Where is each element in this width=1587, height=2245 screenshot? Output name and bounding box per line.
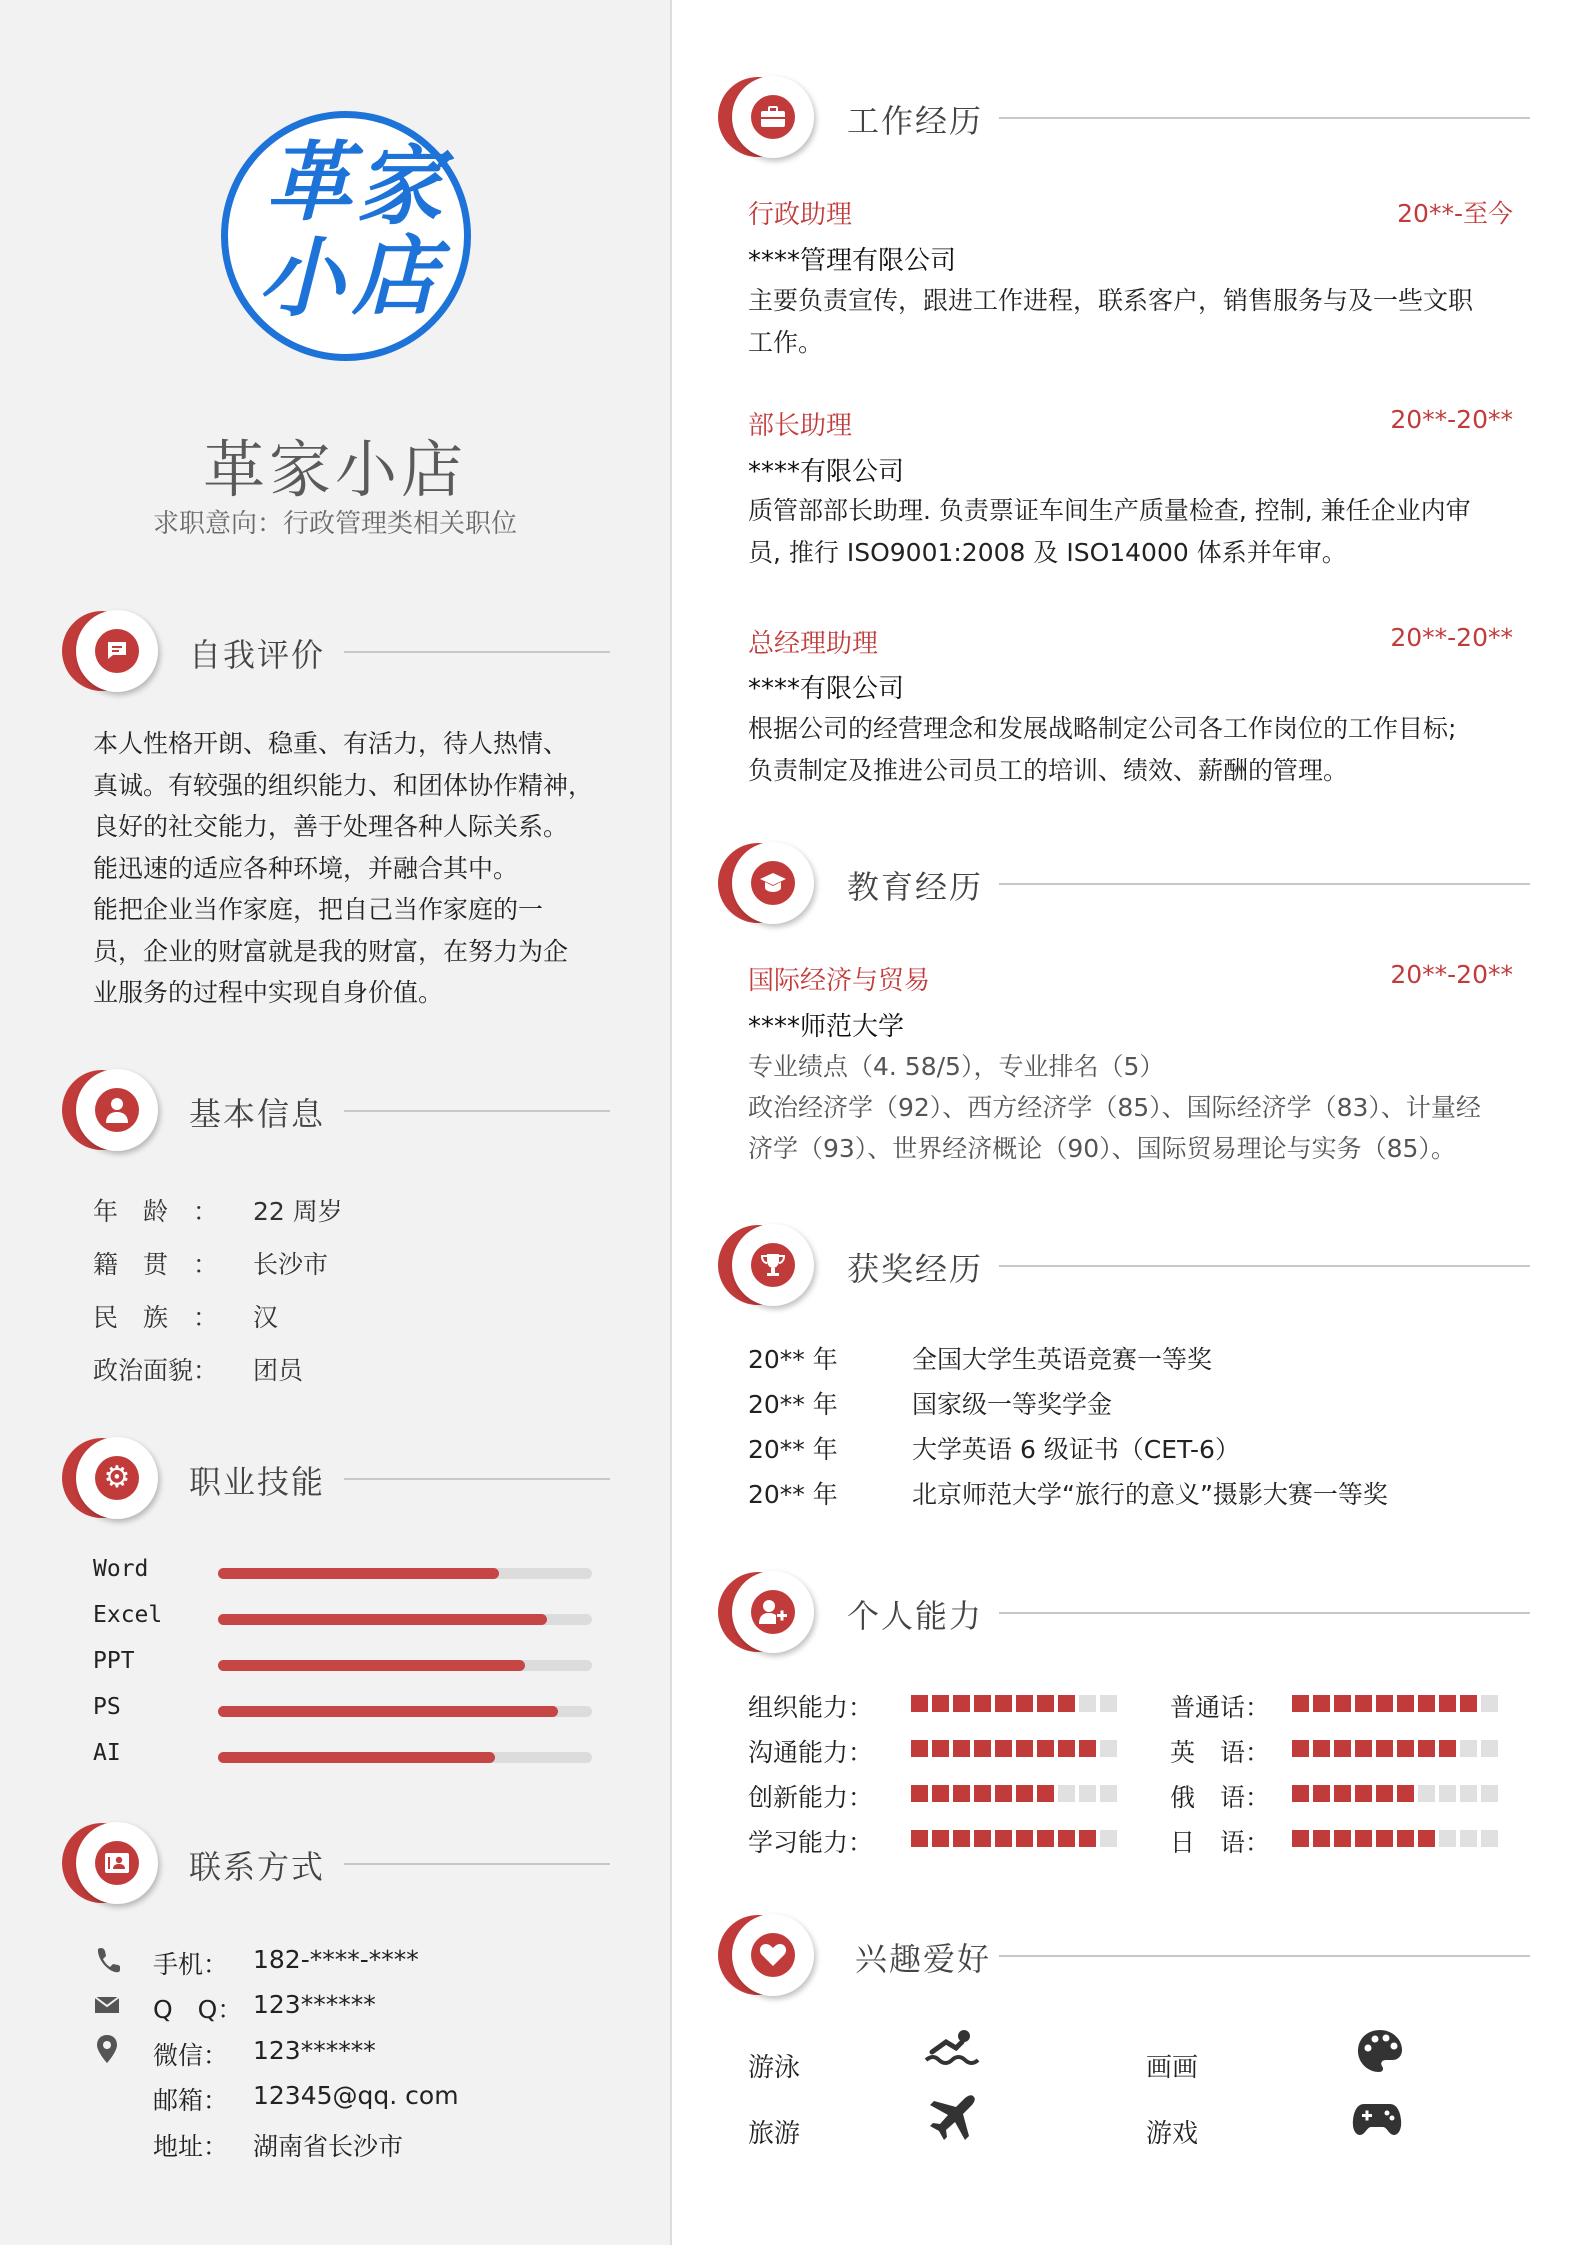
skill-bar (218, 1660, 592, 1671)
rating-square (1460, 1695, 1477, 1712)
hobby-name: 游泳 (748, 2053, 801, 2083)
job-description (748, 490, 1528, 574)
profile-name: 革家小店 (202, 433, 467, 506)
rating-square (1058, 1740, 1075, 1757)
rating-square (1481, 1740, 1498, 1757)
rating-square (1418, 1785, 1435, 1802)
shop-logo (221, 111, 471, 361)
rating-square (932, 1695, 949, 1712)
skill-bar (218, 1752, 592, 1763)
rating-square (911, 1830, 928, 1847)
rating-square (1376, 1740, 1393, 1757)
text-line: 根据公司的经营理念和发展战略制定公司各工作岗位的工作目标; (748, 714, 1457, 743)
section-self-evaluation (62, 606, 610, 696)
language-label: 俄 语： (1170, 1783, 1271, 1812)
language-rating (1292, 1830, 1502, 1847)
section-hobbies (718, 1910, 1530, 2000)
rating-square (1037, 1740, 1054, 1757)
rating-square (995, 1740, 1012, 1757)
graduation-cap-icon (751, 861, 795, 905)
rating-square (1376, 1695, 1393, 1712)
location-icon (93, 2034, 121, 2062)
language-rating (1292, 1695, 1502, 1712)
text-line: 能把企业当作家庭，把自己当作家庭的一 (93, 895, 544, 924)
contact-label: 地址： (153, 2132, 229, 2161)
language-rating (1292, 1740, 1502, 1757)
rating-square (1376, 1785, 1393, 1802)
section-title: 工作经历 (847, 102, 984, 140)
text-line: 政治经济学（92）、西方经济学（85）、国际经济学（83）、计量经 (748, 1093, 1481, 1122)
rating-square (1418, 1830, 1435, 1847)
education-date: 20**-20** (1390, 960, 1513, 989)
award-year: 20** 年 (748, 1345, 838, 1374)
rating-square (953, 1830, 970, 1847)
job-title: 行政助理 (748, 200, 853, 230)
rating-square (974, 1785, 991, 1802)
ability-rating (911, 1785, 1121, 1802)
award-name: 大学英语 6 级证书（CET-6） (912, 1435, 1240, 1464)
rating-square (1037, 1695, 1054, 1712)
ability-rating (911, 1740, 1121, 1757)
trophy-icon (751, 1243, 795, 1287)
job-description (748, 708, 1528, 792)
rating-square (1460, 1785, 1477, 1802)
info-label-ethnicity: 民 族 ： (93, 1303, 219, 1332)
skill-label: PS (93, 1694, 121, 1720)
rating-square (1355, 1785, 1372, 1802)
rating-square (1397, 1740, 1414, 1757)
school-name: ****师范大学 (748, 1012, 905, 1042)
award-name: 全国大学生英语竞赛一等奖 (912, 1345, 1213, 1374)
rating-square (1079, 1740, 1096, 1757)
text-line: 真诚。有较强的组织能力、和团体协作精神， (93, 770, 594, 800)
contact-phone: 182-****-**** (253, 1945, 419, 1974)
text-line: 员, 推行 ISO9001:2008 及 ISO14000 体系并年审。 (748, 538, 1347, 567)
logo-char: 革 (266, 132, 352, 233)
section-title: 自我评价 (189, 636, 326, 674)
ability-label: 组织能力： (748, 1693, 874, 1722)
rating-square (1397, 1695, 1414, 1712)
language-rating (1292, 1785, 1502, 1802)
rating-square (911, 1740, 928, 1757)
rating-square (1016, 1695, 1033, 1712)
rating-square (1418, 1695, 1435, 1712)
job-title: 总经理助理 (748, 629, 879, 659)
rating-square (932, 1830, 949, 1847)
person-icon (95, 1088, 139, 1132)
gear-icon: ⚙ (95, 1456, 139, 1500)
section-skills (62, 1433, 610, 1523)
contact-wechat: 123****** (253, 2036, 376, 2065)
ability-label: 沟通能力： (748, 1738, 874, 1767)
rating-square (1439, 1740, 1456, 1757)
logo-char: 家 (356, 136, 442, 237)
text-line: 本人性格开朗、稳重、有活力，待人热情、 (93, 729, 569, 758)
rating-square (1418, 1740, 1435, 1757)
rating-square (1016, 1740, 1033, 1757)
rating-square (1334, 1740, 1351, 1757)
rating-square (1334, 1695, 1351, 1712)
rating-square (1100, 1695, 1117, 1712)
info-label-age: 年 龄 ： (93, 1197, 219, 1226)
logo-char: 店 (352, 226, 438, 327)
rating-square (1334, 1785, 1351, 1802)
rating-square (911, 1785, 928, 1802)
heart-icon (751, 1933, 795, 1977)
section-basic-info (62, 1065, 610, 1155)
section-title: 基本信息 (189, 1095, 326, 1133)
rating-square (1481, 1830, 1498, 1847)
rating-square (1058, 1695, 1075, 1712)
award-name: 北京师范大学“旅行的意义”摄影大赛一等奖 (912, 1480, 1388, 1509)
info-value-ethnicity: 汉 (253, 1303, 279, 1332)
hobby-name: 游戏 (1146, 2119, 1199, 2149)
rating-square (1460, 1740, 1477, 1757)
section-work (718, 72, 1530, 162)
rating-square (1058, 1785, 1075, 1802)
rating-square (1037, 1785, 1054, 1802)
award-year: 20** 年 (748, 1435, 838, 1464)
text-line: 负责制定及推进公司员工的培训、绩效、薪酬的管理。 (748, 756, 1349, 785)
text-line: 主要负责宣传，跟进工作进程，联系客户，销售服务与及一些文职 (748, 286, 1474, 315)
rating-square (953, 1740, 970, 1757)
rating-square (1355, 1830, 1372, 1847)
info-label-politics: 政治面貌： (93, 1356, 219, 1385)
rating-square (1100, 1785, 1117, 1802)
rating-square (953, 1785, 970, 1802)
ability-label: 学习能力： (748, 1828, 874, 1857)
language-label: 普通话： (1170, 1693, 1271, 1722)
info-value-politics: 团员 (253, 1356, 304, 1385)
rating-square (1292, 1740, 1309, 1757)
rating-square (974, 1830, 991, 1847)
section-title: 职业技能 (189, 1463, 326, 1501)
rating-square (1439, 1830, 1456, 1847)
mail-icon (93, 1993, 121, 2021)
rating-square (974, 1695, 991, 1712)
job-description (748, 280, 1528, 364)
rating-square (1313, 1785, 1330, 1802)
skill-bar (218, 1568, 592, 1579)
section-title: 个人能力 (847, 1597, 984, 1635)
section-title: 教育经历 (847, 868, 984, 906)
rating-square (995, 1785, 1012, 1802)
company-name: ****有限公司 (748, 457, 905, 487)
job-intent: 求职意向：行政管理类相关职位 (152, 509, 517, 539)
contact-label: Q Q： (153, 1995, 243, 2024)
job-title: 部长助理 (748, 411, 853, 441)
skill-label: Excel (93, 1602, 163, 1628)
info-value-age: 22 周岁 (253, 1197, 343, 1226)
info-value-hometown: 长沙市 (253, 1250, 329, 1279)
info-label-hometown: 籍 贯 ： (93, 1250, 219, 1279)
self-evaluation-text (93, 723, 633, 1014)
rating-square (932, 1740, 949, 1757)
hobby-name: 旅游 (748, 2119, 801, 2149)
rating-square (1439, 1695, 1456, 1712)
section-awards (718, 1220, 1530, 1310)
rating-square (995, 1695, 1012, 1712)
rating-square (1397, 1830, 1414, 1847)
contact-label: 手机： (153, 1950, 229, 1979)
rating-square (1016, 1830, 1033, 1847)
rating-square (1460, 1830, 1477, 1847)
award-year: 20** 年 (748, 1480, 838, 1509)
rating-square (1313, 1740, 1330, 1757)
rating-square (1079, 1830, 1096, 1847)
job-date: 20**-20** (1390, 405, 1513, 434)
rating-square (1100, 1740, 1117, 1757)
skill-label: Word (93, 1556, 149, 1582)
award-year: 20** 年 (748, 1390, 838, 1419)
contact-card-icon (95, 1841, 139, 1885)
rating-square (1058, 1830, 1075, 1847)
award-name: 国家级一等奖学金 (912, 1390, 1113, 1419)
skill-bar (218, 1614, 592, 1625)
phone-icon (93, 1947, 121, 1975)
text-line: 质管部部长助理. 负责票证车间生产质量检查, 控制, 兼任企业内审 (748, 496, 1471, 525)
company-name: ****管理有限公司 (748, 246, 957, 276)
rating-square (1292, 1830, 1309, 1847)
section-title: 联系方式 (189, 1848, 326, 1886)
text-line: 济学（93）、世界经济概论（90）、国际贸易理论与实务（85）。 (748, 1134, 1456, 1163)
ability-rating (911, 1830, 1121, 1847)
job-date: 20**-20** (1390, 623, 1513, 652)
company-name: ****有限公司 (748, 674, 905, 704)
rating-square (1397, 1785, 1414, 1802)
rating-square (1079, 1695, 1096, 1712)
language-label: 英 语： (1170, 1738, 1271, 1767)
rating-square (1439, 1785, 1456, 1802)
section-title: 获奖经历 (847, 1250, 984, 1288)
education-major: 国际经济与贸易 (748, 966, 931, 996)
gamepad-icon (1347, 2098, 1407, 2148)
comment-icon (95, 629, 139, 673)
skill-bar (218, 1706, 592, 1717)
contact-label: 微信： (153, 2041, 229, 2070)
section-title: 兴趣爱好 (855, 1940, 992, 1978)
education-details (748, 1046, 1528, 1169)
contact-email: 12345@qq. com (253, 2081, 459, 2110)
swimming-icon (922, 2028, 982, 2079)
hobby-name: 画画 (1146, 2053, 1199, 2083)
contact-qq: 123****** (253, 1990, 376, 2019)
rating-square (1100, 1830, 1117, 1847)
rating-square (995, 1830, 1012, 1847)
rating-square (1481, 1695, 1498, 1712)
text-line: 能迅速的适应各种环境，并融合其中。 (93, 853, 519, 883)
ability-rating (911, 1695, 1121, 1712)
palette-icon (1350, 2028, 1410, 2085)
text-line: 员，企业的财富就是我的财富，在努力为企 (93, 936, 569, 966)
section-contact (62, 1818, 610, 1908)
rating-square (1481, 1785, 1498, 1802)
rating-square (1079, 1785, 1096, 1802)
text-line: 专业绩点（4. 58/5），专业排名（5） (748, 1052, 1165, 1081)
rating-square (1292, 1785, 1309, 1802)
language-label: 日 语： (1170, 1828, 1271, 1857)
rating-square (911, 1695, 928, 1712)
rating-square (1355, 1740, 1372, 1757)
rating-square (1355, 1695, 1372, 1712)
job-date: 20**-至今 (1397, 199, 1513, 228)
logo-char: 小 (258, 228, 344, 329)
section-education (718, 838, 1530, 928)
section-abilities (718, 1567, 1530, 1657)
text-line: 业服务的过程中实现自身价值。 (93, 978, 444, 1007)
airplane-icon (922, 2092, 982, 2153)
rating-square (932, 1785, 949, 1802)
rating-square (1313, 1695, 1330, 1712)
rating-square (953, 1695, 970, 1712)
contact-label: 邮箱： (153, 2086, 229, 2115)
skill-label: PPT (93, 1648, 135, 1674)
rating-square (1292, 1695, 1309, 1712)
rating-square (974, 1740, 991, 1757)
skill-label: AI (93, 1740, 121, 1766)
column-divider (670, 0, 672, 2245)
briefcase-icon (751, 95, 795, 139)
contact-address: 湖南省长沙市 (253, 2132, 404, 2161)
rating-square (1334, 1830, 1351, 1847)
text-line: 工作。 (748, 328, 824, 357)
text-line: 良好的社交能力，善于处理各种人际关系。 (93, 812, 569, 841)
add-user-icon (751, 1590, 795, 1634)
rating-square (1016, 1785, 1033, 1802)
rating-square (1313, 1830, 1330, 1847)
rating-square (1376, 1830, 1393, 1847)
rating-square (1037, 1830, 1054, 1847)
ability-label: 创新能力： (748, 1783, 874, 1812)
